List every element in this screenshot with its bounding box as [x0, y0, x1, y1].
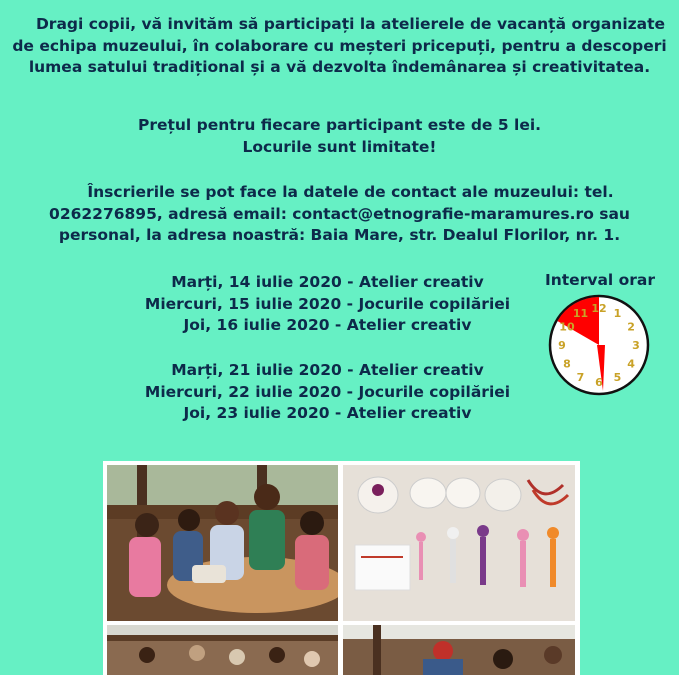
- clock-number: 10: [559, 320, 575, 334]
- photo-handmade-dolls: [343, 465, 575, 621]
- schedule-item: Joi, 23 iulie 2020 - Atelier creativ: [183, 404, 472, 422]
- clock-icon: [546, 292, 652, 398]
- contact-line-1: Înscrierile se pot face la datele de contact ale muzeului: tel.: [87, 183, 614, 201]
- price-line: Prețul pentru fiecare participant este de 5 lei.: [137, 116, 542, 134]
- clock-number: 6: [595, 376, 603, 389]
- clock-number: 2: [627, 320, 635, 334]
- schedule-item: Marți, 14 iulie 2020 - Atelier creativ: [171, 273, 484, 291]
- photo-children-crafting: [107, 465, 338, 621]
- clock-number: 5: [613, 371, 622, 385]
- clock-number: 7: [576, 371, 585, 385]
- contact-line-3: personal, la adresa noastră: Baia Mare, str. Dealul Florilor, nr. 1.: [58, 226, 621, 244]
- clock-number: 1: [613, 306, 622, 320]
- limited-places-line: Locurile sunt limitate!: [242, 137, 437, 156]
- photo-collage: [103, 461, 580, 675]
- schedule-item: Miercuri, 15 iulie 2020 - Jocurile copilăriei: [144, 294, 511, 313]
- intro-line-2: de echipa muzeului, în colaborare cu meșteri pricepuți, pentru a descoperi: [12, 36, 667, 55]
- schedule-item: Marți, 21 iulie 2020 - Atelier creativ: [171, 361, 484, 379]
- contact-line-2: 0262276895, adresă email: contact@etnografie-maramures.ro sau: [49, 204, 630, 223]
- contact-paragraph: [0, 182, 679, 247]
- clock-number: 9: [558, 339, 566, 352]
- clock-number: 11: [572, 306, 589, 320]
- photo-workshop-adults: [343, 625, 575, 675]
- price-paragraph: [0, 115, 679, 158]
- clock-number: 8: [563, 357, 571, 371]
- clock-number: 3: [632, 339, 640, 352]
- clock-number: 4: [627, 357, 635, 371]
- photo-workshop-group: [107, 625, 338, 675]
- intro-paragraph: [0, 14, 679, 79]
- clock-number: 12: [591, 302, 607, 315]
- time-interval-panel: [540, 270, 660, 389]
- intro-line-3: lumea satului tradițional și a vă dezvolta îndemânarea și creativitatea.: [28, 58, 651, 76]
- schedule-item: Miercuri, 22 iulie 2020 - Jocurile copilăriei: [144, 382, 511, 401]
- time-interval-title: Interval orar: [544, 271, 656, 289]
- schedule-item: Joi, 16 iulie 2020 - Atelier creativ: [183, 316, 472, 334]
- intro-line-1: Dragi copii, vă invităm să participați la atelierele de vacanță organizate: [35, 15, 666, 33]
